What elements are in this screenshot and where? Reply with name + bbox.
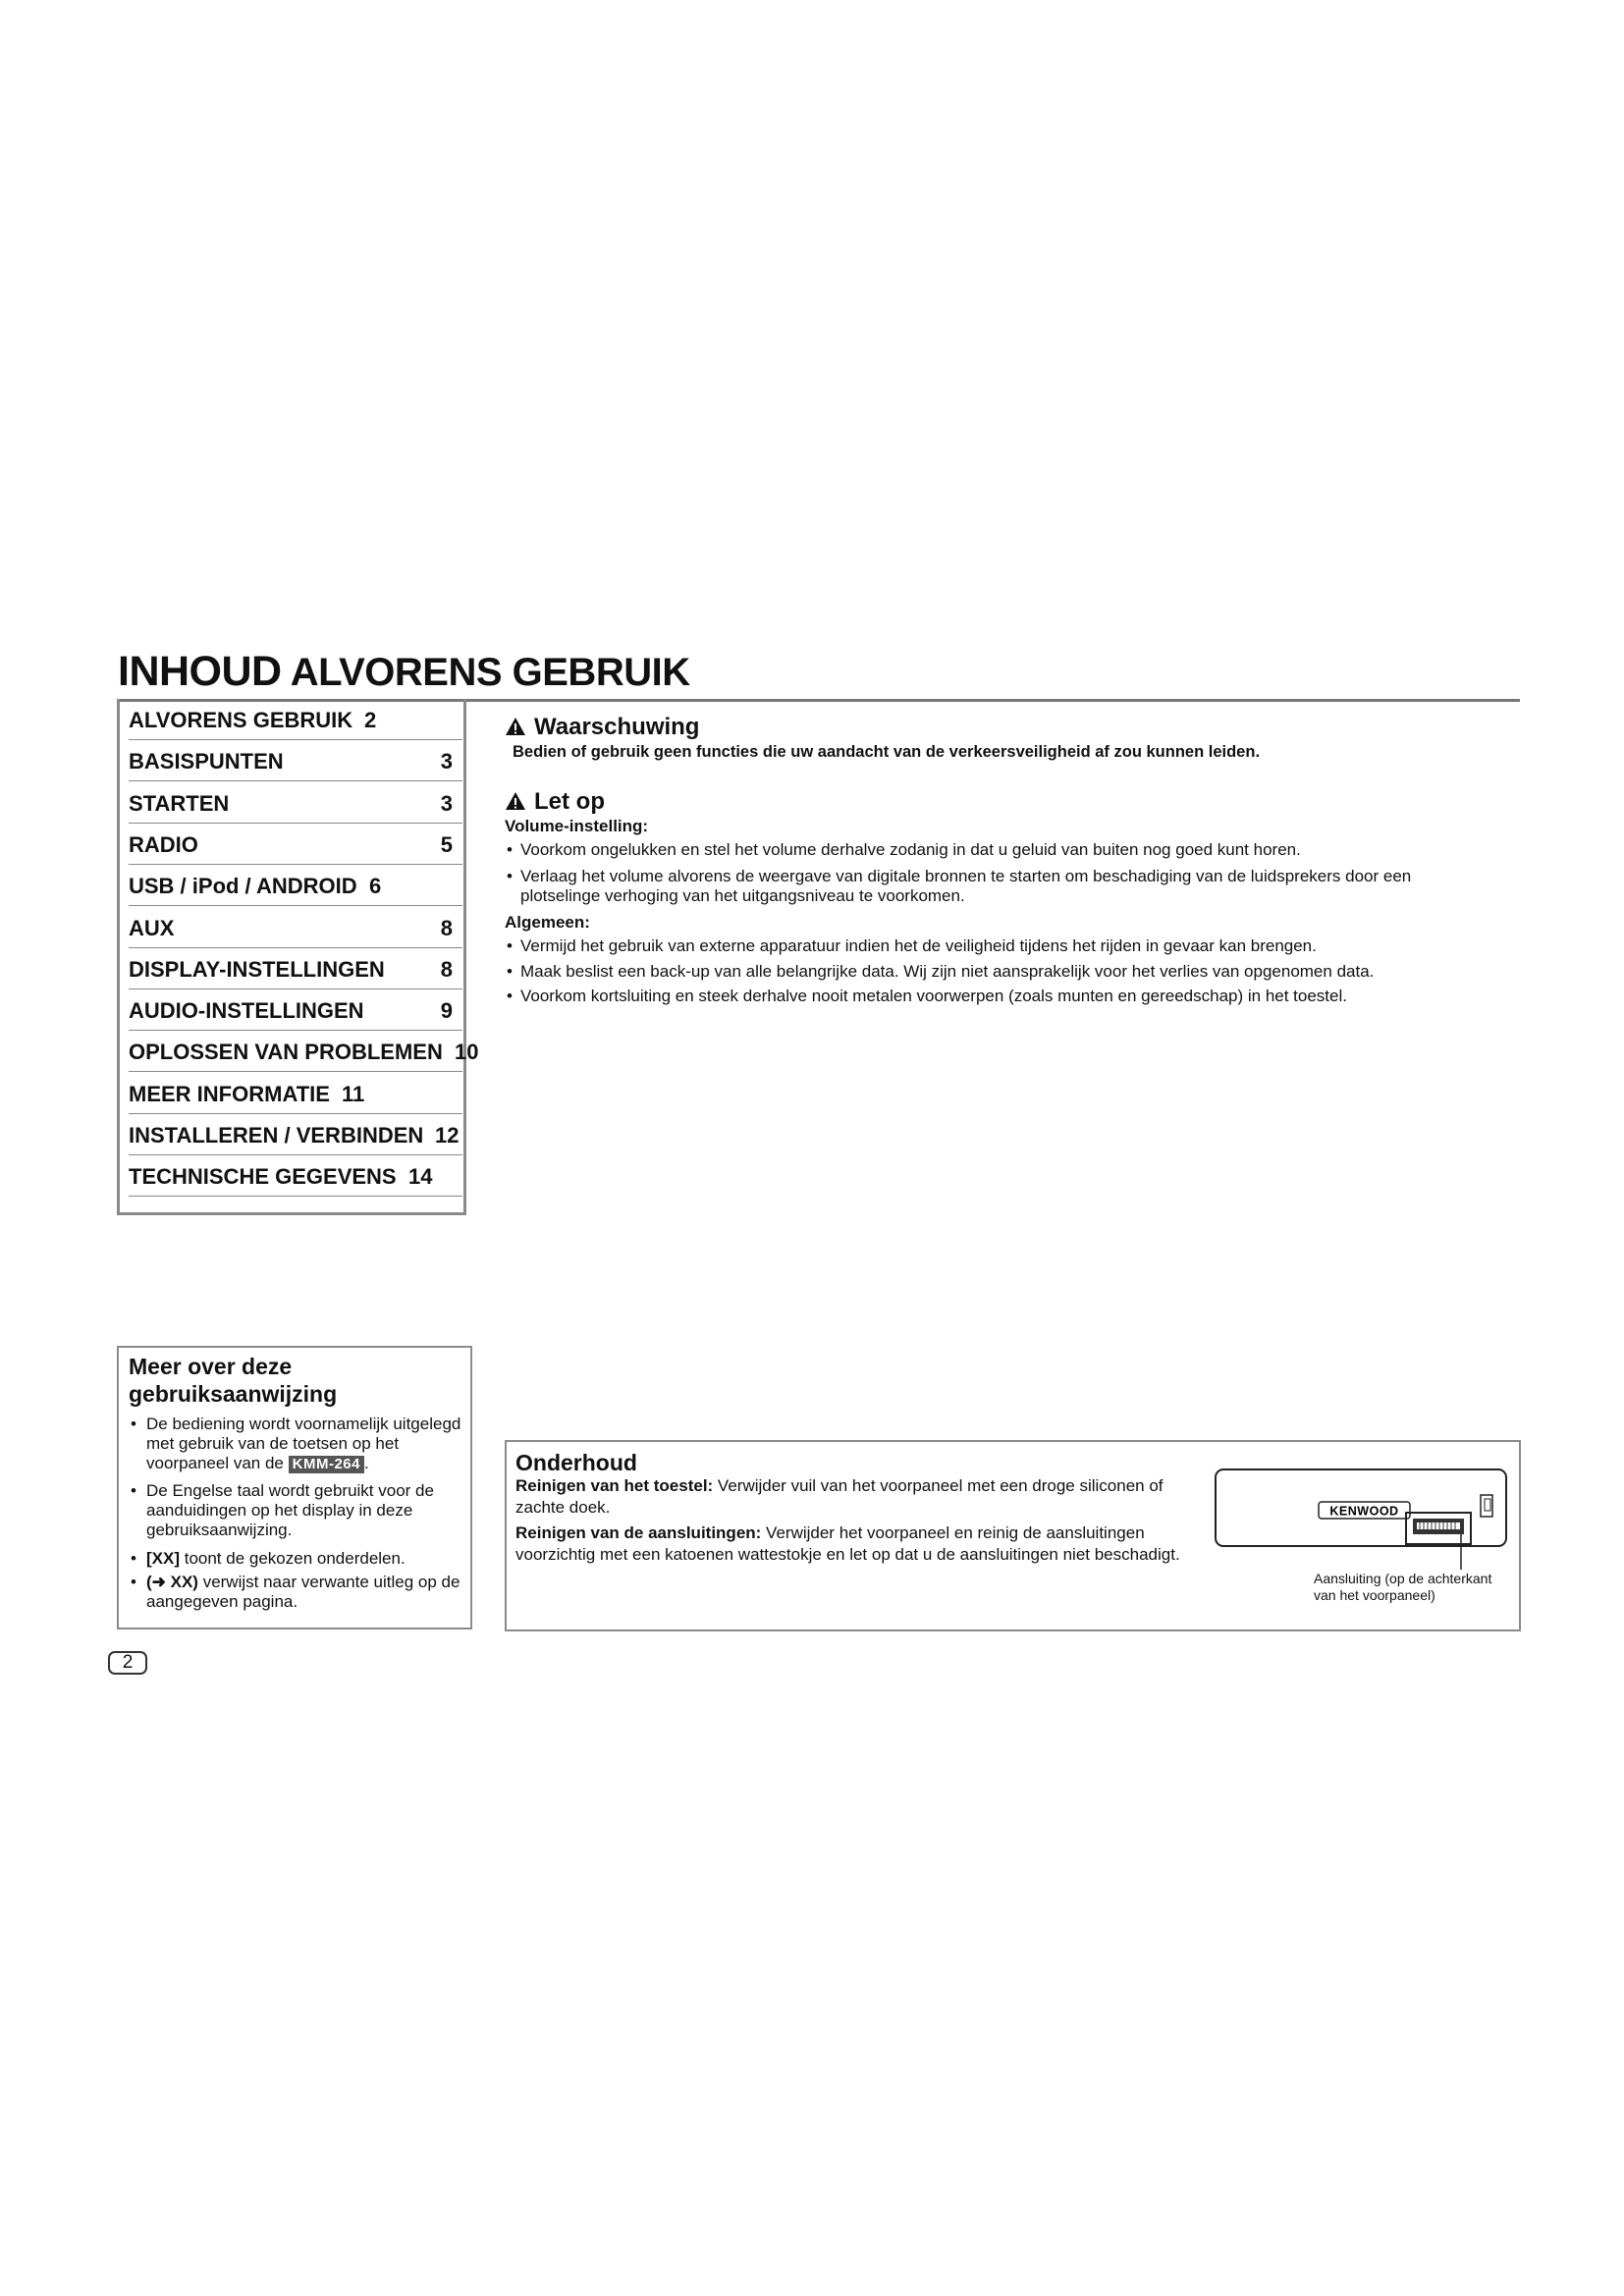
maintenance-title: Onderhoud (515, 1450, 637, 1475)
toc-item[interactable] (129, 1155, 462, 1197)
manual-info-item: • De Engelse taal wordt gebruikt voor de aanduidingen op het display in deze gebruiksaanwijzing. (125, 1481, 464, 1540)
warning-text: Bedien of gebruik geen functies die uw aandacht van de verkeersveiligheid af zou kunnen leiden. (513, 743, 1261, 761)
title-row (118, 650, 1520, 702)
toc-item-label: STARTEN (129, 790, 230, 816)
manual-info-box (117, 1346, 472, 1629)
maintenance-text: Verwijder vuil van het voorpaneel met een droge siliconen of zachte doek. (515, 1476, 1164, 1517)
maintenance-paragraph (515, 1522, 1203, 1566)
toc-item-page: 9 (440, 998, 453, 1024)
toc-item-page: 8 (440, 956, 453, 982)
table-of-contents (117, 699, 479, 1215)
toc-item-label: BASISPUNTEN (129, 749, 284, 774)
volume-heading: Volume-instelling: (505, 817, 649, 835)
manual-info-title-line1: Meer over deze (129, 1354, 293, 1379)
toc-item-label: ALVORENS GEBRUIK (129, 708, 353, 732)
manual-info-item-text: toont de gekozen onderdelen. (180, 1549, 406, 1568)
toc-item-page: 3 (440, 749, 453, 774)
toc-item-label: TECHNISCHE GEGEVENS (129, 1164, 397, 1190)
reference-code: (➜ XX) (146, 1573, 198, 1591)
volume-item: • Voorkom ongelukken en stel het volume derhalve zodanig in dat u geluid van buiten nog goed kunt horen. (505, 840, 1516, 860)
maintenance-label: Reinigen van het toestel: (515, 1476, 714, 1495)
manual-info-title (129, 1353, 337, 1408)
toc-item[interactable] (129, 782, 462, 824)
model-badge: KMM-264 (289, 1456, 364, 1473)
toc-item-label: AUDIO-INSTELLINGEN (129, 998, 364, 1024)
toc-item[interactable] (129, 1114, 462, 1155)
toc-item-label: DISPLAY-INSTELLINGEN (129, 956, 385, 982)
maintenance-box (505, 1440, 1521, 1631)
toc-item-page: 3 (440, 790, 453, 816)
page-title-inhoud: INHOUD (118, 648, 282, 695)
warning-triangle-icon (505, 790, 526, 818)
toc-item[interactable] (129, 948, 462, 989)
toc-item-page: 11 (342, 1081, 365, 1106)
warning-heading (505, 714, 699, 743)
warning-title: Waarschuwing (534, 714, 700, 740)
general-item: • Vermijd het gebruik van externe apparatuur indien het de veiligheid tijdens het rijden in gevaar kan brengen. (505, 936, 1516, 956)
general-item: • Voorkom kortsluiting en steek derhalve nooit metalen voorwerpen (zoals munten en gereedschap) in het toestel. (505, 987, 1516, 1006)
volume-item: • Verlaag het volume alvorens de weergave van digitale bronnen te starten om beschadiging van de luidsprekers door een plotselinge verhoging van het uitgangsniveau te voorkomen. (505, 867, 1487, 906)
diagram-caption: Aansluiting (op de achterkant van het voorpaneel) (1314, 1571, 1492, 1603)
manual-info-item (125, 1573, 464, 1612)
toc-item[interactable] (129, 907, 462, 948)
toc-item-page: 2 (364, 708, 377, 732)
manual-info-item-text: De bediening wordt voornamelijk uitgelegd met gebruik van de toetsen op het voorpaneel van de (146, 1415, 461, 1472)
maintenance-label: Reinigen van de aansluitingen: (515, 1523, 762, 1542)
faceplate-diagram (1214, 1468, 1508, 1575)
toc-item-page: 10 (455, 1040, 479, 1065)
caution-title: Let op (534, 788, 605, 815)
toc-item[interactable] (129, 865, 462, 906)
caution-heading (505, 788, 605, 818)
toc-item-label: INSTALLEREN / VERBINDEN (129, 1123, 424, 1148)
maintenance-text: Verwijder het voorpaneel en reinig de aansluitingen voorzichtig met een katoenen wattestokje en let op dat u de aansluitingen niet beschadigt. (515, 1523, 1180, 1564)
toc-item-label: RADIO (129, 831, 198, 857)
toc-item[interactable] (129, 740, 462, 781)
toc-item[interactable] (129, 989, 462, 1031)
toc-item[interactable] (129, 1031, 479, 1072)
toc-item-page: 12 (435, 1123, 460, 1148)
toc-item[interactable] (129, 1073, 462, 1114)
toc-item[interactable] (129, 824, 462, 865)
page-title-section: ALVORENS GEBRUIK (290, 651, 690, 694)
manual-info-item (125, 1415, 464, 1473)
manual-info-item-suffix: . (363, 1454, 369, 1472)
toc-item-label: USB / iPod / ANDROID (129, 874, 357, 899)
selected-item-code: [XX] (146, 1549, 180, 1568)
brand-logo: KENWOOD (1329, 1504, 1399, 1519)
warning-triangle-icon (505, 716, 526, 743)
maintenance-paragraph (515, 1475, 1203, 1519)
faceplate-tab-inner (1485, 1499, 1490, 1511)
general-heading: Algemeen: (505, 913, 590, 932)
manual-info-item-text: verwijst naar verwante uitleg op de aangegeven pagina. (146, 1573, 460, 1611)
manual-info-title-line2: gebruiksaanwijzing (129, 1381, 338, 1407)
page-title (118, 648, 690, 696)
toc-item-page: 6 (369, 874, 382, 899)
toc-item-label: MEER INFORMATIE (129, 1081, 330, 1106)
manual-info-item (125, 1549, 464, 1569)
toc-item-label: OPLOSSEN VAN PROBLEMEN (129, 1040, 443, 1065)
toc-item-page: 5 (440, 831, 453, 857)
toc-item-page: 14 (408, 1164, 433, 1190)
toc-item-label: AUX (129, 915, 175, 940)
page-number: 2 (108, 1651, 147, 1675)
toc-item-page: 8 (440, 915, 453, 940)
toc-item[interactable] (129, 699, 462, 740)
general-item: • Maak beslist een back-up van alle belangrijke data. Wij zijn niet aansprakelijk voor het verlies van opgenomen data. (505, 962, 1516, 982)
